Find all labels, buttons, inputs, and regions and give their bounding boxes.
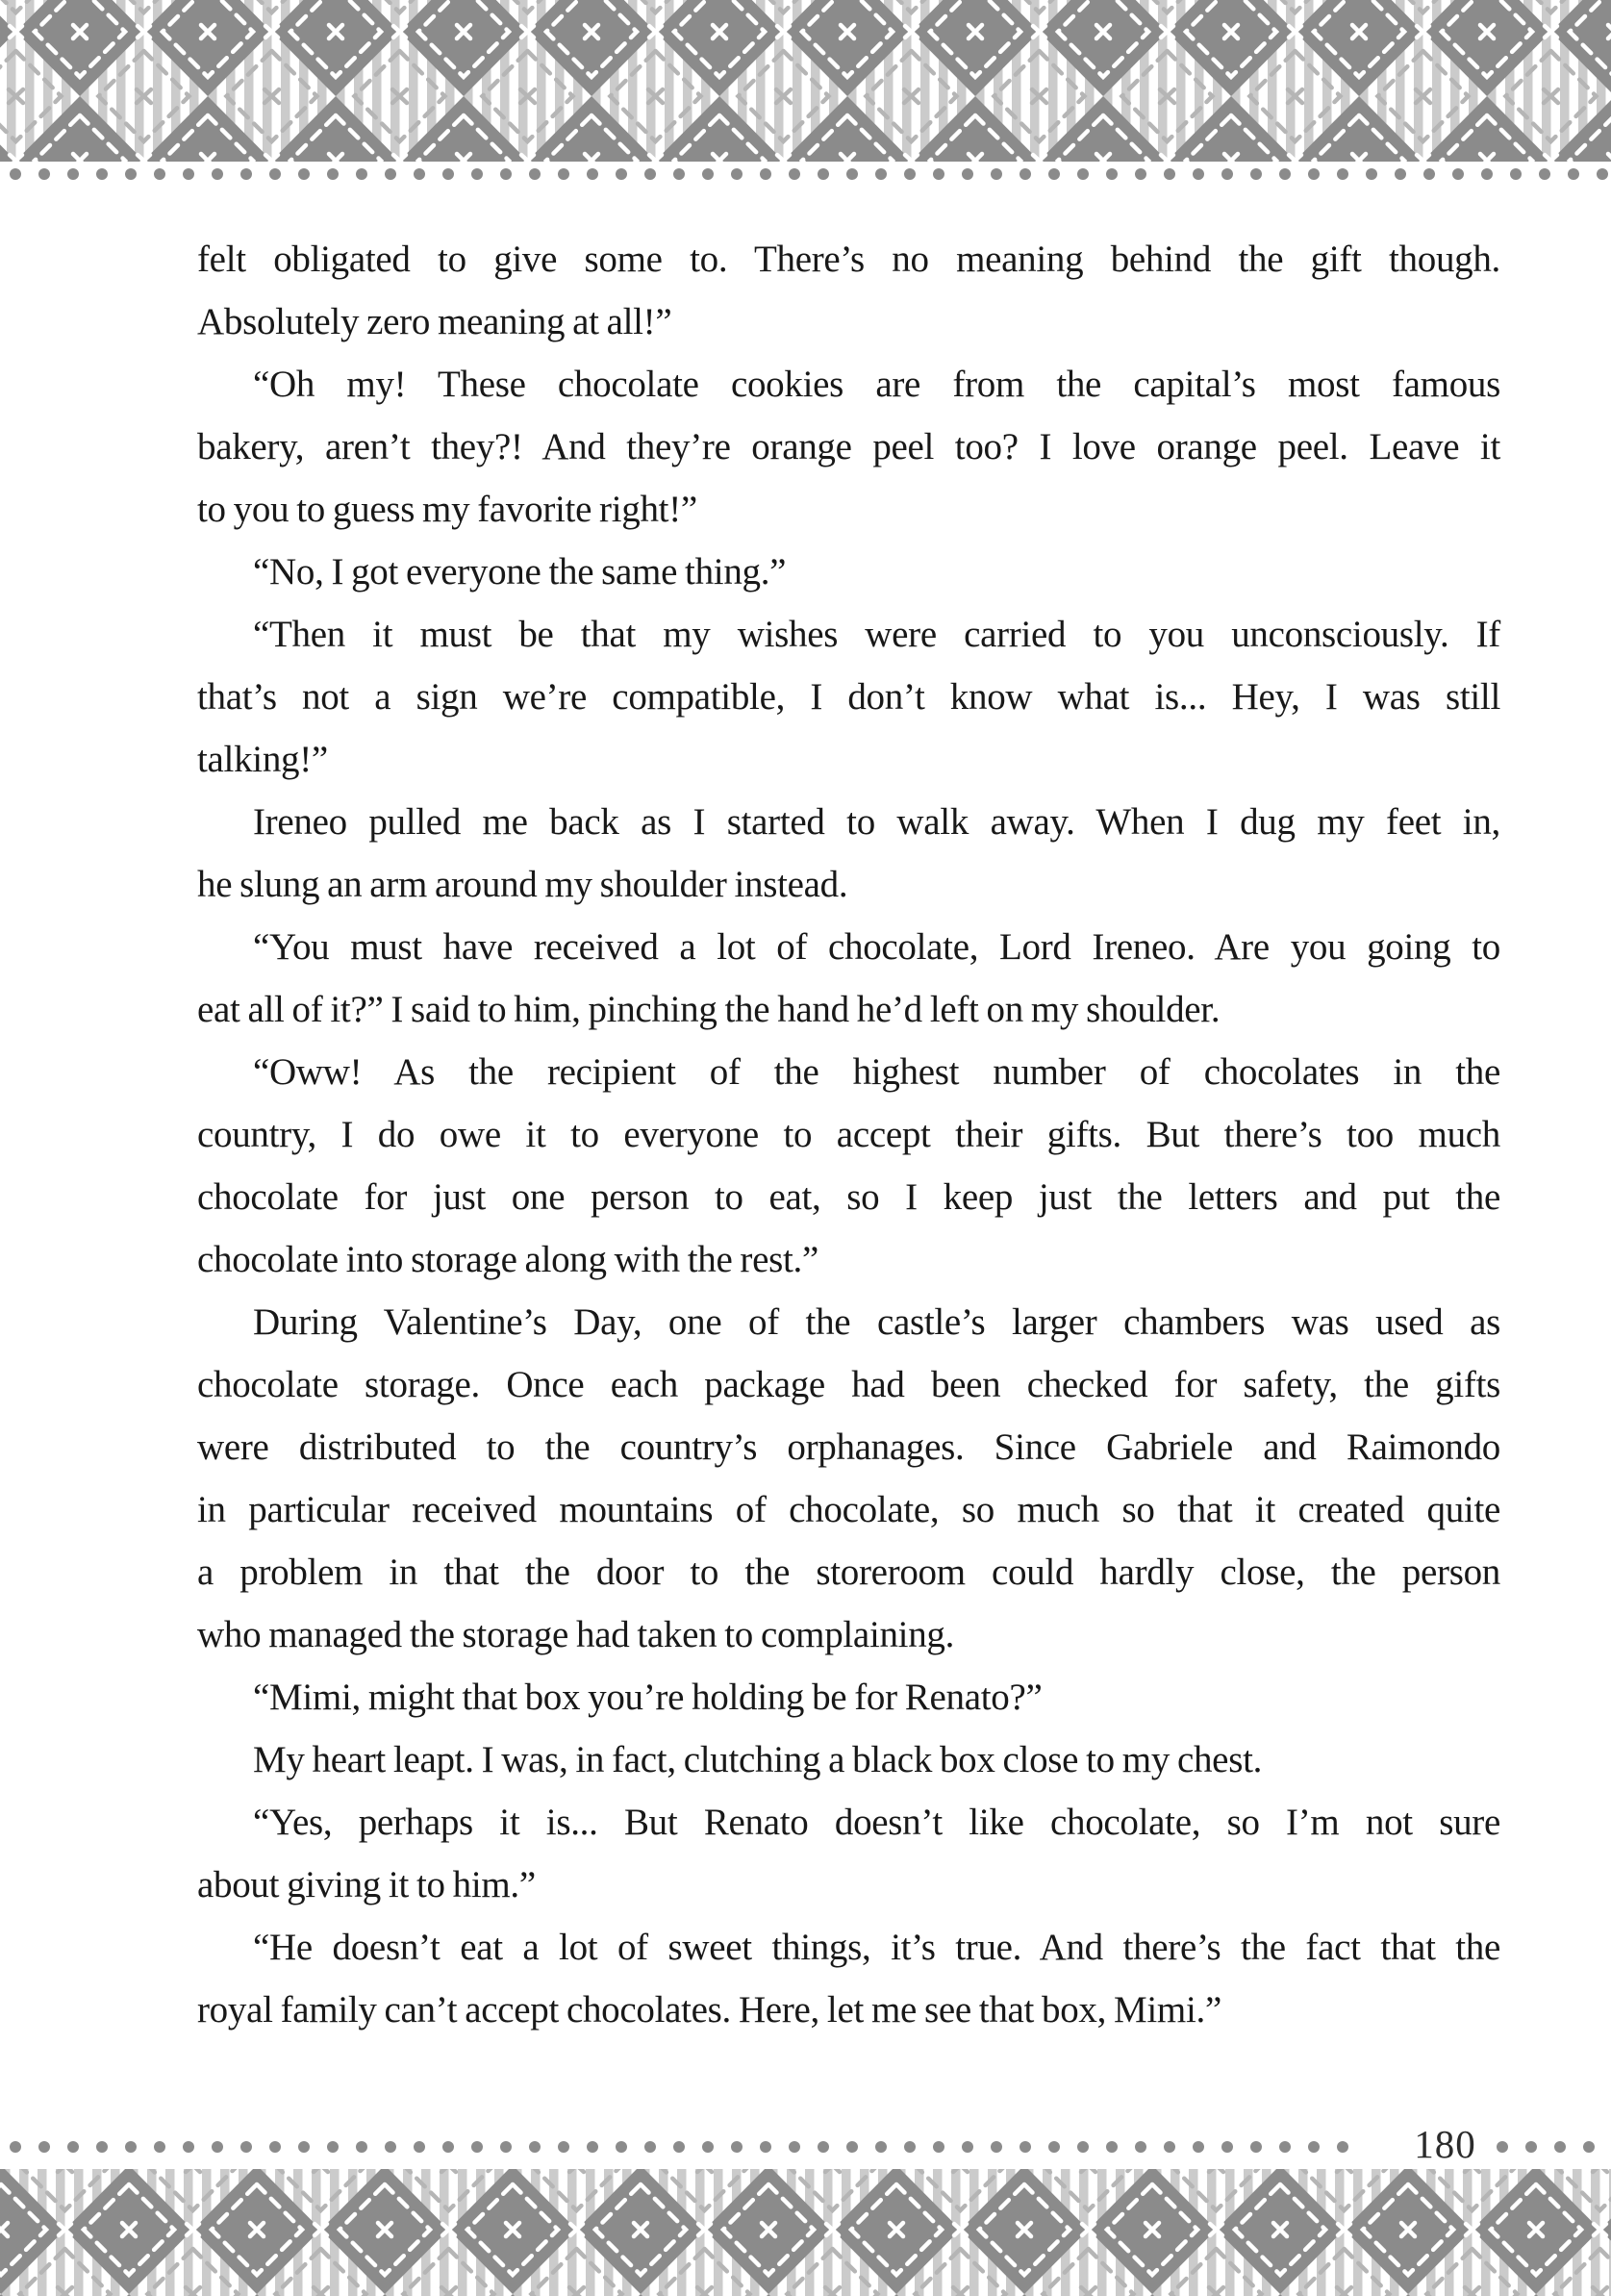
text-line: “Then it must be that my wishes were carried to you unconsciously. If [253,614,1500,655]
divider-dot [67,2141,79,2153]
divider-dot [962,2141,973,2153]
divider-dot [558,2141,569,2153]
bottom-dotted-divider-left [10,2141,1348,2153]
divider-dot [1019,168,1031,180]
text-line: chocolate for just one person to eat, so I keep just the letters and put the [197,1176,1500,1218]
divider-dot [558,168,569,180]
divider-dot [1395,168,1406,180]
divider-dot [442,168,454,180]
divider-dot [298,2141,310,2153]
divider-dot [587,168,598,180]
divider-dot [789,168,800,180]
text-line: “He doesn’t eat a lot of sweet things, it’s true. And there’s the fact that the [253,1927,1500,1968]
divider-dot [154,168,165,180]
divider-dot [1525,2141,1537,2153]
divider-dot [471,168,483,180]
text-line: “Yes, perhaps it is... But Renato doesn’t like chocolate, so I’m not sure [253,1802,1500,1843]
divider-dot [414,168,425,180]
text-line: “No, I got everyone the same thing.” [253,551,787,593]
text-line: about giving it to him.” [197,1864,536,1905]
divider-dot [1193,168,1204,180]
bottom-dotted-divider-right [1497,2141,1595,2153]
text-line: felt obligated to give some to. There’s no meaning behind the gift though. [197,239,1500,280]
page-number: 180 [1414,2122,1476,2166]
divider-dot [1308,168,1320,180]
divider-dot [1539,168,1550,180]
text-line: chocolate storage. Once each package had been checked for safety, the gifts [197,1364,1500,1405]
divider-dot [587,2141,598,2153]
divider-dot [212,2141,223,2153]
divider-dot [846,168,858,180]
divider-dot [385,2141,396,2153]
divider-dot [702,168,714,180]
text-line: bakery, aren’t they?! And they’re orange peel too? I love orange peel. Leave it [197,426,1500,467]
top-argyle-border [0,0,1611,162]
text-line: “Oh my! These chocolate cookies are from the capital’s most famous [253,364,1500,405]
divider-dot [1481,168,1493,180]
text-line: “You must have received a lot of chocolate, Lord Ireneo. Are you going to [253,926,1500,968]
divider-dot [760,168,771,180]
divider-dot [904,2141,916,2153]
divider-dot [1250,168,1262,180]
divider-dot [269,2141,281,2153]
divider-dot [183,2141,194,2153]
divider-dot [1221,168,1233,180]
divider-dot [96,2141,108,2153]
divider-dot [991,2141,1002,2153]
top-dotted-divider [10,168,1608,180]
divider-dot [1568,168,1579,180]
divider-dot [1510,168,1522,180]
text-line: that’s not a sign we’re compatible, I don’t know what is... Hey, I was still [197,676,1500,718]
divider-dot [875,2141,887,2153]
text-line: “Oww! As the recipient of the highest number of chocolates in the [253,1051,1500,1093]
divider-dot [789,2141,800,2153]
text-line: My heart leapt. I was, in fact, clutching a black box close to my chest. [253,1739,1263,1780]
divider-dot [529,2141,541,2153]
text-line: to you to guess my favorite right!” [197,489,697,530]
divider-dot [125,168,137,180]
text-line: in particular received mountains of chocolate, so much so that it created quite [197,1489,1500,1530]
divider-dot [904,168,916,180]
divider-dot [1135,168,1146,180]
divider-dot [1337,168,1348,180]
divider-dot [471,2141,483,2153]
divider-dot [1048,168,1060,180]
divider-dot [1279,2141,1291,2153]
divider-dot [529,168,541,180]
divider-dot [1106,168,1118,180]
divider-dot [1279,168,1291,180]
divider-dot [991,168,1002,180]
divider-dot [183,168,194,180]
divider-dot [731,168,743,180]
divider-dot [356,168,367,180]
divider-dot [154,2141,165,2153]
divider-dot [702,2141,714,2153]
divider-dot [875,168,887,180]
divider-dot [269,168,281,180]
text-line: chocolate into storage along with the rest.” [197,1239,818,1280]
divider-dot [38,168,50,180]
divider-dot [962,168,973,180]
divider-dot [1497,2141,1508,2153]
divider-dot [760,2141,771,2153]
divider-dot [673,2141,685,2153]
bottom-argyle-border [0,2169,1611,2296]
divider-dot [1164,2141,1175,2153]
divider-dot [298,168,310,180]
text-line: talking!” [197,739,328,780]
text-line: he slung an arm around my shoulder instead. [197,864,848,905]
divider-dot [818,168,829,180]
text-line: eat all of it?” I said to him, pinching the hand he’d left on my shoulder. [197,989,1221,1030]
text-line: country, I do owe it to everyone to accept their gifts. But there’s too much [197,1114,1500,1155]
body-text [197,228,1500,2041]
text-line: Ireneo pulled me back as I started to walk away. When I dug my feet in, [253,801,1500,843]
text-line: were distributed to the country’s orphanages. Since Gabriele and Raimondo [197,1426,1500,1468]
divider-dot [1019,2141,1031,2153]
divider-dot [1308,2141,1320,2153]
divider-dot [846,2141,858,2153]
divider-dot [500,2141,512,2153]
divider-dot [240,2141,252,2153]
divider-dot [1583,2141,1595,2153]
divider-dot [1423,168,1435,180]
divider-dot [125,2141,137,2153]
divider-dot [1193,2141,1204,2153]
divider-dot [212,168,223,180]
text-line: “Mimi, might that box you’re holding be for Renato?” [253,1677,1043,1718]
text-line: who managed the storage had taken to complaining. [197,1614,955,1655]
divider-dot [1221,2141,1233,2153]
divider-dot [1337,2141,1348,2153]
text-line: Absolutely zero meaning at all!” [197,301,672,342]
divider-dot [616,2141,627,2153]
divider-dot [731,2141,743,2153]
divider-dot [1554,2141,1566,2153]
divider-dot [240,168,252,180]
divider-dot [1366,168,1377,180]
divider-dot [327,2141,339,2153]
divider-dot [1164,168,1175,180]
divider-dot [1135,2141,1146,2153]
divider-dot [356,2141,367,2153]
divider-dot [1452,168,1464,180]
divider-dot [38,2141,50,2153]
divider-dot [67,168,79,180]
divider-dot [1250,2141,1262,2153]
divider-dot [96,168,108,180]
divider-dot [1106,2141,1118,2153]
text-line: During Valentine’s Day, one of the castle’s larger chambers was used as [253,1301,1500,1343]
divider-dot [327,168,339,180]
divider-dot [644,168,656,180]
divider-dot [385,168,396,180]
divider-dot [10,168,21,180]
divider-dot [818,2141,829,2153]
divider-dot [1077,168,1089,180]
divider-dot [933,2141,944,2153]
divider-dot [933,168,944,180]
divider-dot [1048,2141,1060,2153]
divider-dot [644,2141,656,2153]
divider-dot [500,168,512,180]
divider-dot [414,2141,425,2153]
text-line: a problem in that the door to the storeroom could hardly close, the person [197,1552,1500,1593]
text-line: royal family can’t accept chocolates. Here, let me see that box, Mimi.” [197,1989,1221,2031]
divider-dot [1597,168,1608,180]
divider-dot [442,2141,454,2153]
divider-dot [1077,2141,1089,2153]
divider-dot [616,168,627,180]
divider-dot [10,2141,21,2153]
divider-dot [673,168,685,180]
